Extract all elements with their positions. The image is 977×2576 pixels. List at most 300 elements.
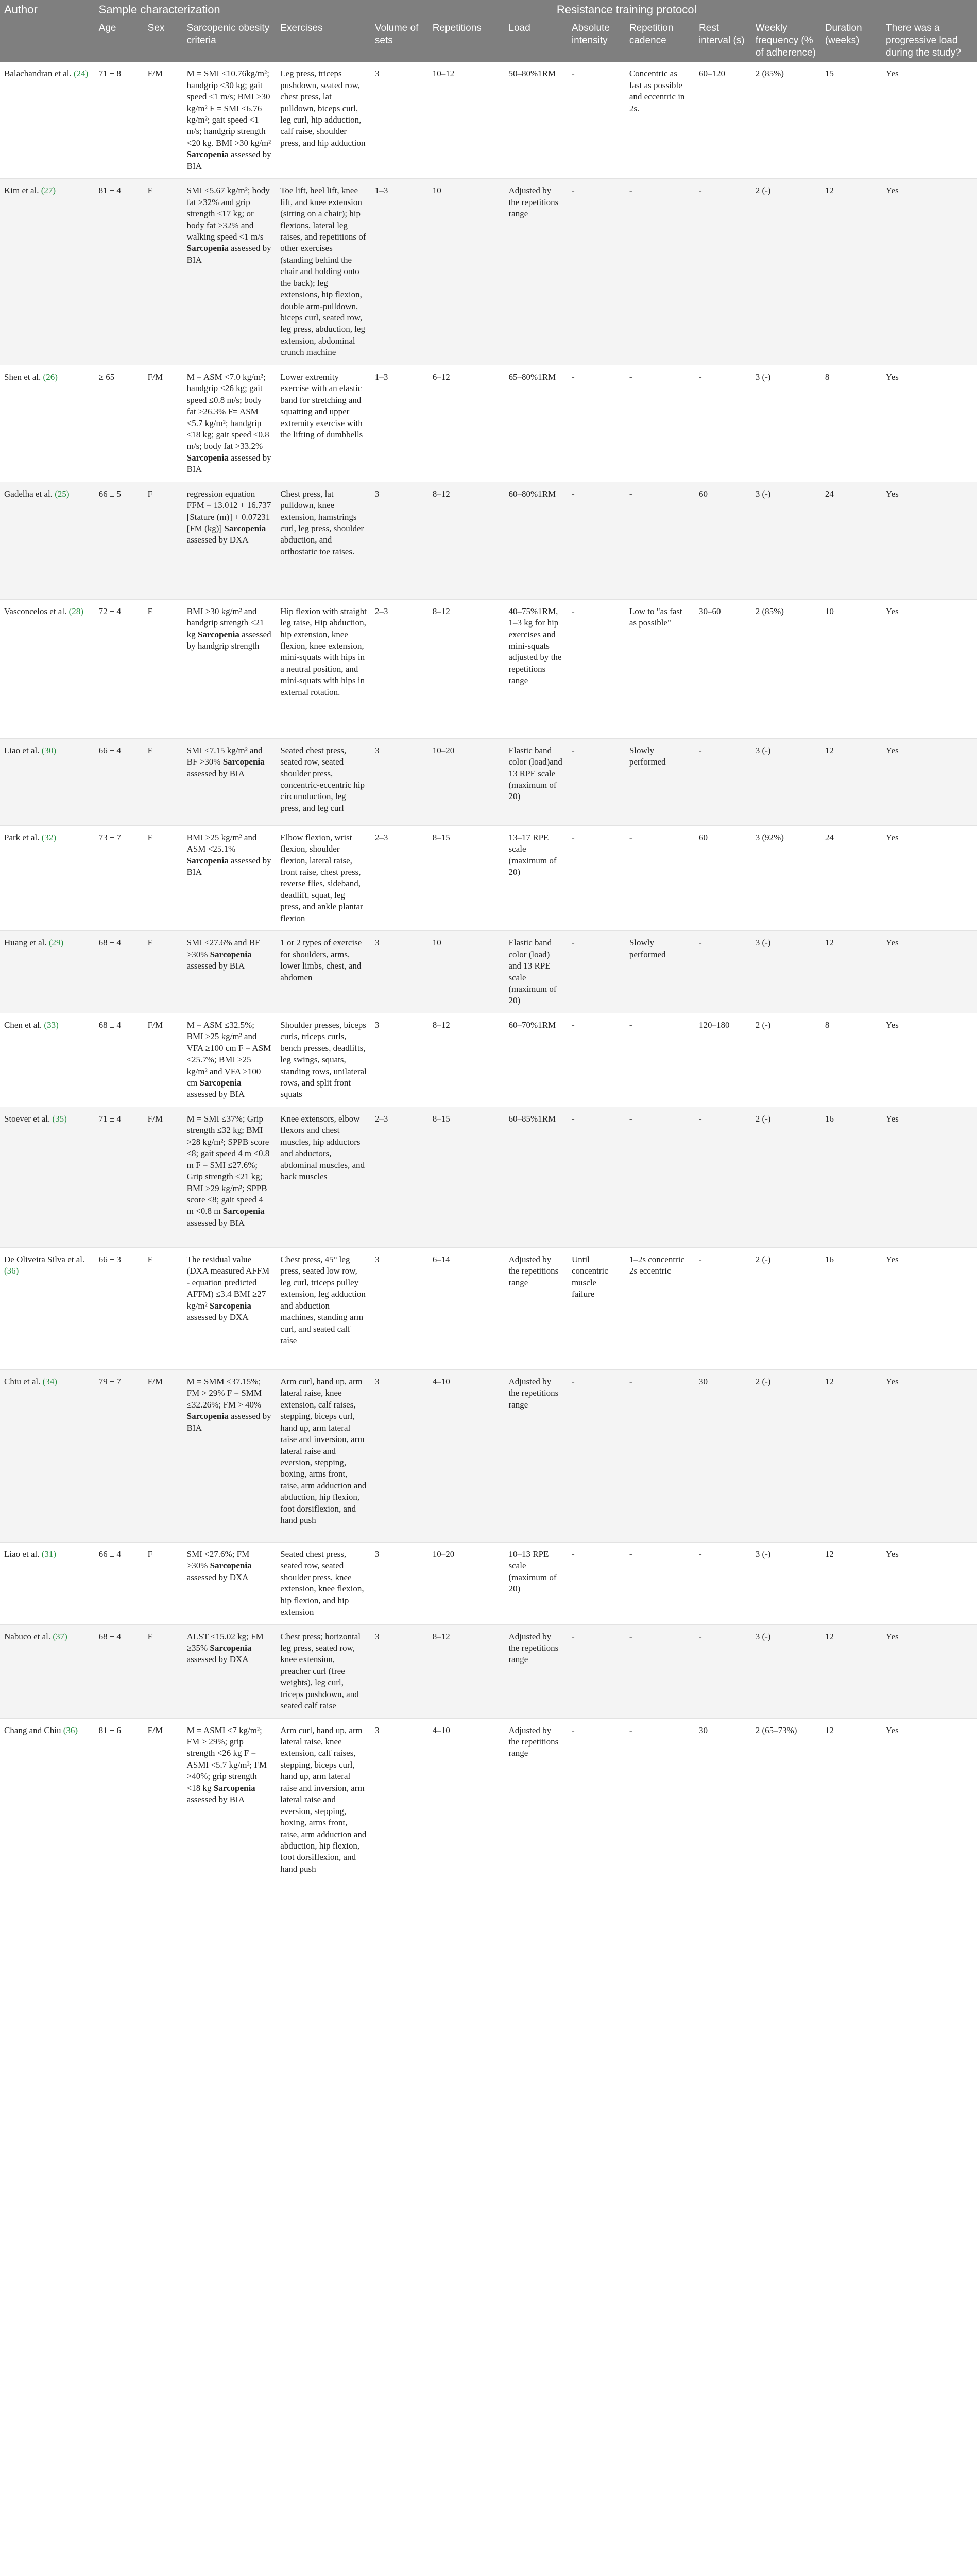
cell-cadence: -	[625, 825, 695, 931]
header-column-row	[0, 19, 977, 62]
cell-abs: -	[568, 1624, 625, 1718]
criteria-text: SMI <7.15 kg/m² and BF >30%	[186, 745, 263, 767]
criteria-bold-term: Sarcopenia	[186, 855, 229, 866]
cell-sets: 3	[371, 1624, 428, 1718]
cell-load: Adjusted by the repetitions range	[505, 1624, 568, 1718]
cell-sets: 2–3	[371, 1107, 428, 1247]
cell-criteria	[183, 1624, 277, 1718]
criteria-bold-term: Sarcopenia	[222, 757, 265, 767]
cell-prog: Yes	[882, 1624, 977, 1718]
cell-load: Adjusted by the repetitions range	[505, 1369, 568, 1542]
cell-author	[0, 599, 95, 738]
cell-load: 50–80%1RM	[505, 62, 568, 178]
cell-sets: 2–3	[371, 599, 428, 738]
cell-cadence: -	[625, 1013, 695, 1107]
cell-abs: -	[568, 1718, 625, 1899]
cell-age: 66 ± 3	[95, 1247, 144, 1369]
cell-load: 60–70%1RM	[505, 1013, 568, 1107]
cell-cadence: -	[625, 1369, 695, 1542]
cell-exercises: Seated chest press, seated row, seated shoulder press, knee extension, knee flexion, hip flexion, and hip extension	[276, 1542, 371, 1624]
author-name: Gadelha et al.	[4, 488, 53, 499]
cell-sets: 3	[371, 738, 428, 825]
cell-exercises: Leg press, triceps pushdown, seated row, chest press, lat pulldown, biceps curl, leg curl, hip adduction, calf raise, shoulder press, and hip adduction	[276, 62, 371, 178]
cell-criteria	[183, 738, 277, 825]
cell-prog: Yes	[882, 482, 977, 599]
cell-dur: 24	[821, 825, 882, 931]
cell-exercises: Chest press, lat pulldown, knee extension, hamstrings curl, leg press, shoulder abduction, and orthostatic toe raises.	[276, 482, 371, 599]
reference-link[interactable]: (25)	[55, 488, 70, 499]
cell-cadence: 1–2s concentric 2s eccentric	[625, 1247, 695, 1369]
cell-load: 13–17 RPE scale (maximum of 20)	[505, 825, 568, 931]
cell-prog: Yes	[882, 931, 977, 1013]
cell-freq: 2 (-)	[751, 1369, 821, 1542]
cell-load: 10–13 RPE scale (maximum of 20)	[505, 1542, 568, 1624]
header-repetition-cadence: Repetition cadence	[625, 19, 695, 62]
cell-load: Adjusted by the repetitions range	[505, 179, 568, 365]
criteria-assessment: assessed by DXA	[186, 1654, 249, 1665]
cell-sets: 3	[371, 482, 428, 599]
cell-criteria	[183, 1718, 277, 1899]
header-volume-of-sets: Volume of sets	[371, 19, 428, 62]
cell-prog: Yes	[882, 1369, 977, 1542]
header-load: Load	[505, 19, 568, 62]
cell-dur: 12	[821, 931, 882, 1013]
cell-exercises: Toe lift, heel lift, knee lift, and knee extension (sitting on a chair); hip flexions, lateral leg raises, and repetitions of other exercises (standing behind the chair and holding onto the back); leg extensions, hip flexion, double arm-pulldown, biceps curl, seated row, leg press, abduction, leg extension, abdominal crunch machine	[276, 179, 371, 365]
cell-sex: F	[144, 1624, 183, 1718]
cell-freq: 3 (-)	[751, 738, 821, 825]
cell-exercises: Arm curl, hand up, arm lateral raise, knee extension, calf raises, stepping, biceps curl, hand up, arm lateral raise and inversion, arm lateral raise and eversion, stepping, boxing, arms front, raise, arm adduction and abduction, hip flexion, foot dorsiflexion, and hand push	[276, 1369, 371, 1542]
criteria-assessment: assessed by BIA	[186, 961, 245, 971]
cell-author	[0, 179, 95, 365]
cell-cadence: -	[625, 1624, 695, 1718]
cell-rest: -	[695, 738, 751, 825]
cell-sets: 3	[371, 62, 428, 178]
criteria-bold-term: Sarcopenia	[210, 1561, 252, 1571]
table-row	[0, 365, 977, 482]
author-name: Nabuco et al.	[4, 1631, 51, 1641]
cell-criteria	[183, 1107, 277, 1247]
cell-criteria	[183, 1542, 277, 1624]
cell-sex: F/M	[144, 1013, 183, 1107]
header-weekly-frequency: Weekly frequency (% of adherence)	[751, 19, 821, 62]
cell-freq: 2 (85%)	[751, 62, 821, 178]
criteria-bold-term: Sarcopenia	[186, 243, 229, 253]
cell-cadence: -	[625, 1718, 695, 1899]
cell-criteria	[183, 179, 277, 365]
table-row	[0, 738, 977, 825]
criteria-bold-term: Sarcopenia	[222, 1206, 265, 1216]
criteria-text: SMI <5.67 kg/m²; body fat ≥32% and grip strength <17 kg; or body fat ≥32% and walking speed <1 m/s	[186, 185, 270, 242]
cell-abs: -	[568, 179, 625, 365]
cell-rest: -	[695, 1542, 751, 1624]
cell-dur: 8	[821, 365, 882, 482]
cell-author	[0, 1624, 95, 1718]
criteria-bold-term: Sarcopenia	[210, 949, 252, 959]
cell-sex: F	[144, 1247, 183, 1369]
header-exercises: Exercises	[276, 19, 371, 62]
cell-age: 66 ± 4	[95, 738, 144, 825]
cell-freq: 2 (-)	[751, 1247, 821, 1369]
cell-age: 68 ± 4	[95, 1013, 144, 1107]
cell-load: 60–85%1RM	[505, 1107, 568, 1247]
cell-reps: 8–12	[428, 1013, 505, 1107]
cell-author	[0, 1107, 95, 1247]
header-author: Author	[0, 0, 95, 62]
cell-load: Adjusted by the repetitions range	[505, 1247, 568, 1369]
cell-prog: Yes	[882, 365, 977, 482]
cell-prog: Yes	[882, 179, 977, 365]
reference-link[interactable]: (28)	[68, 606, 83, 616]
cell-dur: 16	[821, 1107, 882, 1247]
table-row	[0, 179, 977, 365]
cell-abs: -	[568, 62, 625, 178]
author-name: Chen et al.	[4, 1020, 42, 1030]
cell-exercises: Seated chest press, seated row, seated shoulder press, concentric-eccentric hip circumduction, leg press, and leg curl	[276, 738, 371, 825]
cell-author	[0, 1542, 95, 1624]
cell-cadence: -	[625, 1107, 695, 1247]
cell-cadence: Slowly performed	[625, 738, 695, 825]
cell-exercises: Arm curl, hand up, arm lateral raise, knee extension, calf raises, stepping, biceps curl, hand up, arm lateral raise and inversion, arm lateral raise and eversion, stepping, boxing, arms front, raise, arm adduction and abduction, hip flexion, foot dorsiflexion, and hand push	[276, 1718, 371, 1899]
cell-reps: 6–12	[428, 365, 505, 482]
cell-sets: 3	[371, 1247, 428, 1369]
author-name: Stoever et al.	[4, 1113, 50, 1124]
cell-prog: Yes	[882, 1247, 977, 1369]
cell-sets: 3	[371, 931, 428, 1013]
cell-freq: 2 (-)	[751, 1013, 821, 1107]
table-row	[0, 62, 977, 178]
cell-freq: 2 (65–73%)	[751, 1718, 821, 1899]
cell-rest: 30	[695, 1718, 751, 1899]
cell-abs: -	[568, 1013, 625, 1107]
cell-cadence: Concentric as fast as possible and eccentric in 2s.	[625, 62, 695, 178]
cell-load: Adjusted by the repetitions range	[505, 1718, 568, 1899]
cell-sex: F/M	[144, 62, 183, 178]
cell-age: 81 ± 6	[95, 1718, 144, 1899]
cell-age: 66 ± 4	[95, 1542, 144, 1624]
cell-load: Elastic band color (load)and 13 RPE scale (maximum of 20)	[505, 738, 568, 825]
cell-abs: -	[568, 1369, 625, 1542]
cell-dur: 24	[821, 482, 882, 599]
cell-freq: 3 (-)	[751, 365, 821, 482]
cell-reps: 6–14	[428, 1247, 505, 1369]
header-repetitions: Repetitions	[428, 19, 505, 62]
criteria-assessment: assessed by BIA	[186, 1089, 245, 1099]
reference-link[interactable]: (27)	[41, 185, 56, 196]
cell-rest: -	[695, 179, 751, 365]
cell-criteria	[183, 825, 277, 931]
cell-rest: 60–120	[695, 62, 751, 178]
cell-cadence: -	[625, 482, 695, 599]
criteria-text: M = SMI ≤37%; Grip strength ≤32 kg; BMI >28 kg/m²; SPPB score ≤8; gait speed 4 m <0.8 m F = SMI ≤27.6%; Grip strength ≤21 kg; BMI >29 kg/m²; SPPB score ≤8; gait speed 4 m <0.8 m	[186, 1113, 270, 1216]
table-row	[0, 1107, 977, 1247]
author-name: Chiu et al.	[4, 1376, 41, 1386]
cell-rest: -	[695, 1107, 751, 1247]
criteria-bold-term: Sarcopenia	[224, 523, 266, 534]
cell-rest: 30	[695, 1369, 751, 1542]
cell-rest: 60	[695, 825, 751, 931]
cell-abs: -	[568, 738, 625, 825]
cell-sex: F	[144, 931, 183, 1013]
cell-freq: 3 (-)	[751, 1624, 821, 1718]
cell-exercises: Elbow flexion, wrist flexion, shoulder flexion, lateral raise, front raise, chest press, reverse flies, sideband, deadlift, squat, leg press, and ankle plantar flexion	[276, 825, 371, 931]
cell-dur: 10	[821, 599, 882, 738]
cell-reps: 10	[428, 931, 505, 1013]
cell-abs: -	[568, 825, 625, 931]
cell-author	[0, 365, 95, 482]
criteria-bold-term: Sarcopenia	[197, 629, 239, 639]
table-row	[0, 1624, 977, 1718]
cell-cadence: -	[625, 179, 695, 365]
cell-freq: 2 (-)	[751, 1107, 821, 1247]
cell-prog: Yes	[882, 62, 977, 178]
cell-cadence: Low to "as fast as possible"	[625, 599, 695, 738]
reference-link[interactable]: (33)	[44, 1020, 59, 1030]
cell-reps: 10–12	[428, 62, 505, 178]
cell-exercises: Lower extremity exercise with an elastic band for stretching and squatting and upper extremity exercise with the lifting of dumbbells	[276, 365, 371, 482]
table-row	[0, 1247, 977, 1369]
cell-rest: 30–60	[695, 599, 751, 738]
cell-rest: -	[695, 1624, 751, 1718]
criteria-text: SMI <27.6%; FM >30%	[186, 1549, 250, 1571]
criteria-text: BMI ≥30 kg/m² and handgrip strength ≤21 kg	[186, 606, 264, 639]
cell-sets: 3	[371, 1013, 428, 1107]
cell-exercises: Chest press, 45° leg press, seated low row, leg curl, triceps pulley extension, leg adduction and abduction machines, standing arm curl, and seated calf raise	[276, 1247, 371, 1369]
reference-link[interactable]: (24)	[74, 69, 89, 79]
criteria-text: M = ASM <7.0 kg/m²; handgrip <26 kg; gait speed ≤0.8 m/s; body fat >26.3% F= ASM <5.7 kg/m²; handgrip <18 kg; gait speed ≤0.8 m/s; body fat >33.2%	[186, 371, 269, 451]
criteria-text: M = SMM ≤37.15%; FM > 29% F = SMM ≤32.26%; FM > 40%	[186, 1376, 262, 1410]
cell-freq: 3 (92%)	[751, 825, 821, 931]
header-resistance-training-protocol: Resistance training protocol	[276, 0, 977, 19]
criteria-text: BMI ≥25 kg/m² and ASM <25.1%	[186, 832, 257, 854]
header-absolute-intensity: Absolute intensity	[568, 19, 625, 62]
cell-prog: Yes	[882, 1718, 977, 1899]
cell-cadence: -	[625, 365, 695, 482]
table-row	[0, 482, 977, 599]
cell-abs: -	[568, 931, 625, 1013]
header-sample-characterization: Sample characterization	[95, 0, 277, 19]
cell-age: 73 ± 7	[95, 825, 144, 931]
cell-sex: F	[144, 825, 183, 931]
cell-sex: F	[144, 738, 183, 825]
author-name: Kim et al.	[4, 185, 39, 196]
table-row	[0, 1013, 977, 1107]
reference-link[interactable]: (37)	[53, 1631, 67, 1641]
header-group-row	[0, 0, 977, 19]
cell-reps: 8–15	[428, 825, 505, 931]
cell-author	[0, 931, 95, 1013]
criteria-text: M = SMI <10.76kg/m²; handgrip <30 kg; gait speed <1 m/s; BMI >30 kg/m² F = SMI <6.76 kg/m²; gait speed <1 m/s; handgrip strength <20 kg. BMI >30 kg/m²	[186, 69, 271, 148]
criteria-text: ALST <15.02 kg; FM ≥35%	[186, 1631, 264, 1653]
cell-prog: Yes	[882, 599, 977, 738]
cell-exercises: Shoulder presses, biceps curls, triceps curls, bench presses, deadlifts, leg swings, squats, standing rows, unilateral rows, and split front squats	[276, 1013, 371, 1107]
cell-prog: Yes	[882, 1013, 977, 1107]
cell-abs: -	[568, 1107, 625, 1247]
criteria-assessment: assessed by DXA	[186, 1572, 249, 1582]
cell-reps: 8–12	[428, 599, 505, 738]
cell-reps: 8–12	[428, 482, 505, 599]
reference-link[interactable]: (36)	[63, 1725, 78, 1735]
cell-dur: 12	[821, 1624, 882, 1718]
cell-freq: 2 (-)	[751, 179, 821, 365]
cell-freq: 2 (85%)	[751, 599, 821, 738]
table-body	[0, 62, 977, 1899]
cell-load: 60–80%1RM	[505, 482, 568, 599]
reference-link[interactable]: (26)	[43, 371, 58, 382]
cell-rest: -	[695, 365, 751, 482]
table-row	[0, 1718, 977, 1899]
cell-reps: 8–12	[428, 1624, 505, 1718]
cell-criteria	[183, 931, 277, 1013]
criteria-assessment: assessed by BIA	[186, 149, 271, 171]
criteria-bold-term: Sarcopenia	[199, 1078, 242, 1088]
cell-sets: 1–3	[371, 365, 428, 482]
reference-link[interactable]: (30)	[41, 745, 57, 755]
cell-author	[0, 482, 95, 599]
cell-sets: 3	[371, 1542, 428, 1624]
cell-criteria	[183, 482, 277, 599]
cell-dur: 12	[821, 1542, 882, 1624]
criteria-assessment: assessed by BIA	[186, 1411, 271, 1433]
cell-prog: Yes	[882, 1107, 977, 1247]
criteria-assessment: assessed by DXA	[186, 535, 249, 545]
cell-reps: 4–10	[428, 1369, 505, 1542]
criteria-bold-term: Sarcopenia	[210, 1642, 252, 1653]
criteria-bold-term: Sarcopenia	[209, 1300, 251, 1311]
cell-age: 68 ± 4	[95, 931, 144, 1013]
cell-criteria	[183, 365, 277, 482]
header-criteria: Sarcopenic obesity criteria	[183, 19, 277, 62]
reference-link[interactable]: (31)	[41, 1549, 57, 1559]
criteria-assessment: assessed by BIA	[186, 1794, 245, 1805]
criteria-text: M = ASM ≤32.5%; BMI ≥25 kg/m² and VFA ≥100 cm F = ASM ≤25.7%; BMI ≥25 kg/m² and VFA ≥100 cm	[186, 1020, 271, 1088]
cell-reps: 10	[428, 179, 505, 365]
cell-load: 40–75%1RM, 1–3 kg for hip exercises and mini-squats adjusted by the repetitions range	[505, 599, 568, 738]
cell-abs: -	[568, 599, 625, 738]
cell-cadence: Slowly performed	[625, 931, 695, 1013]
criteria-text: The residual value (DXA measured AFFM - equation predicted AFFM) ≤3.4 BMI ≥27 kg/m²	[186, 1254, 270, 1311]
cell-dur: 12	[821, 738, 882, 825]
cell-exercises: Hip flexion with straight leg raise, Hip abduction, hip extension, knee flexion, knee extension, mini-squats with hips in a neutral position, and mini-squats with hips in external rotation.	[276, 599, 371, 738]
author-name: Vasconcelos et al.	[4, 606, 67, 616]
criteria-assessment: assessed by BIA	[186, 243, 271, 265]
author-name: Chang and Chiu	[4, 1725, 61, 1735]
cell-author	[0, 738, 95, 825]
cell-age: 71 ± 8	[95, 62, 144, 178]
table-row	[0, 1369, 977, 1542]
cell-dur: 12	[821, 1369, 882, 1542]
cell-rest: -	[695, 931, 751, 1013]
cell-author	[0, 1369, 95, 1542]
reference-link[interactable]: (36)	[4, 1266, 19, 1276]
criteria-assessment: assessed by handgrip strength	[186, 629, 271, 651]
header-rest-interval: Rest interval (s)	[695, 19, 751, 62]
cell-abs: -	[568, 482, 625, 599]
cell-freq: 3 (-)	[751, 931, 821, 1013]
criteria-text: SMI <27.6% and BF >30%	[186, 938, 260, 959]
criteria-bold-term: Sarcopenia	[186, 452, 229, 463]
reference-link[interactable]: (34)	[42, 1376, 57, 1386]
cell-age: 72 ± 4	[95, 599, 144, 738]
cell-load: Elastic band color (load) and 13 RPE scale (maximum of 20)	[505, 931, 568, 1013]
header-duration: Duration (weeks)	[821, 19, 882, 62]
cell-exercises: 1 or 2 types of exercise for shoulders, arms, lower limbs, chest, and abdomen	[276, 931, 371, 1013]
author-name: De Oliveira Silva et al.	[4, 1254, 85, 1264]
criteria-assessment: assessed by BIA	[186, 855, 271, 877]
criteria-bold-term: Sarcopenia	[186, 1411, 229, 1421]
cell-age: 68 ± 4	[95, 1624, 144, 1718]
cell-author	[0, 1013, 95, 1107]
cell-dur: 16	[821, 1247, 882, 1369]
cell-exercises: Chest press; horizontal leg press, seated row, knee extension, preacher curl (free weights), leg curl, triceps pushdown, and seated calf raise	[276, 1624, 371, 1718]
table-row	[0, 825, 977, 931]
cell-sex: F	[144, 179, 183, 365]
cell-rest: 60	[695, 482, 751, 599]
cell-sex: F/M	[144, 1718, 183, 1899]
header-age: Age	[95, 19, 144, 62]
cell-age: 71 ± 4	[95, 1107, 144, 1247]
cell-rest: 120–180	[695, 1013, 751, 1107]
cell-author	[0, 1247, 95, 1369]
cell-abs: -	[568, 1542, 625, 1624]
criteria-bold-term: Sarcopenia	[213, 1783, 255, 1793]
cell-sex: F/M	[144, 1369, 183, 1542]
cell-age: 79 ± 7	[95, 1369, 144, 1542]
author-name: Balachandran et al.	[4, 69, 72, 79]
criteria-text: M = ASMI <7 kg/m²; FM > 29%; grip strength <26 kg F = ASMI <5.7 kg/m²; FM >40%; grip strength <18 kg	[186, 1725, 267, 1793]
cell-reps: 10–20	[428, 738, 505, 825]
cell-age: 81 ± 4	[95, 179, 144, 365]
cell-author	[0, 62, 95, 178]
cell-sets: 1–3	[371, 179, 428, 365]
reference-link[interactable]: (29)	[48, 938, 64, 948]
criteria-assessment: assessed by DXA	[186, 1312, 249, 1323]
cell-criteria	[183, 62, 277, 178]
cell-prog: Yes	[882, 825, 977, 931]
cell-freq: 3 (-)	[751, 482, 821, 599]
author-name: Park et al.	[4, 832, 40, 842]
cell-criteria	[183, 1013, 277, 1107]
author-name: Huang et al.	[4, 938, 47, 948]
cell-reps: 10–20	[428, 1542, 505, 1624]
reference-link[interactable]: (32)	[41, 832, 57, 842]
table-row	[0, 599, 977, 738]
cell-dur: 12	[821, 1718, 882, 1899]
cell-author	[0, 825, 95, 931]
cell-age: ≥ 65	[95, 365, 144, 482]
criteria-bold-term: Sarcopenia	[186, 149, 229, 160]
reference-link[interactable]: (35)	[52, 1113, 67, 1124]
cell-criteria	[183, 1247, 277, 1369]
cell-sex: F	[144, 599, 183, 738]
cell-rest: -	[695, 1247, 751, 1369]
cell-sets: 3	[371, 1718, 428, 1899]
cell-sex: F/M	[144, 365, 183, 482]
header-progressive-load: There was a progressive load during the study?	[882, 19, 977, 62]
cell-age: 66 ± 5	[95, 482, 144, 599]
cell-dur: 8	[821, 1013, 882, 1107]
cell-abs: -	[568, 365, 625, 482]
criteria-assessment: assessed by BIA	[186, 1217, 245, 1228]
header-sex: Sex	[144, 19, 183, 62]
table-row	[0, 931, 977, 1013]
cell-load: 65–80%1RM	[505, 365, 568, 482]
criteria-text: regression equation FFM = 13.012 + 16.737 [Stature (m)] + 0.07231 [FM (kg)]	[186, 488, 271, 534]
cell-prog: Yes	[882, 738, 977, 825]
cell-sex: F	[144, 482, 183, 599]
cell-freq: 3 (-)	[751, 1542, 821, 1624]
cell-sex: F	[144, 1542, 183, 1624]
cell-dur: 15	[821, 62, 882, 178]
